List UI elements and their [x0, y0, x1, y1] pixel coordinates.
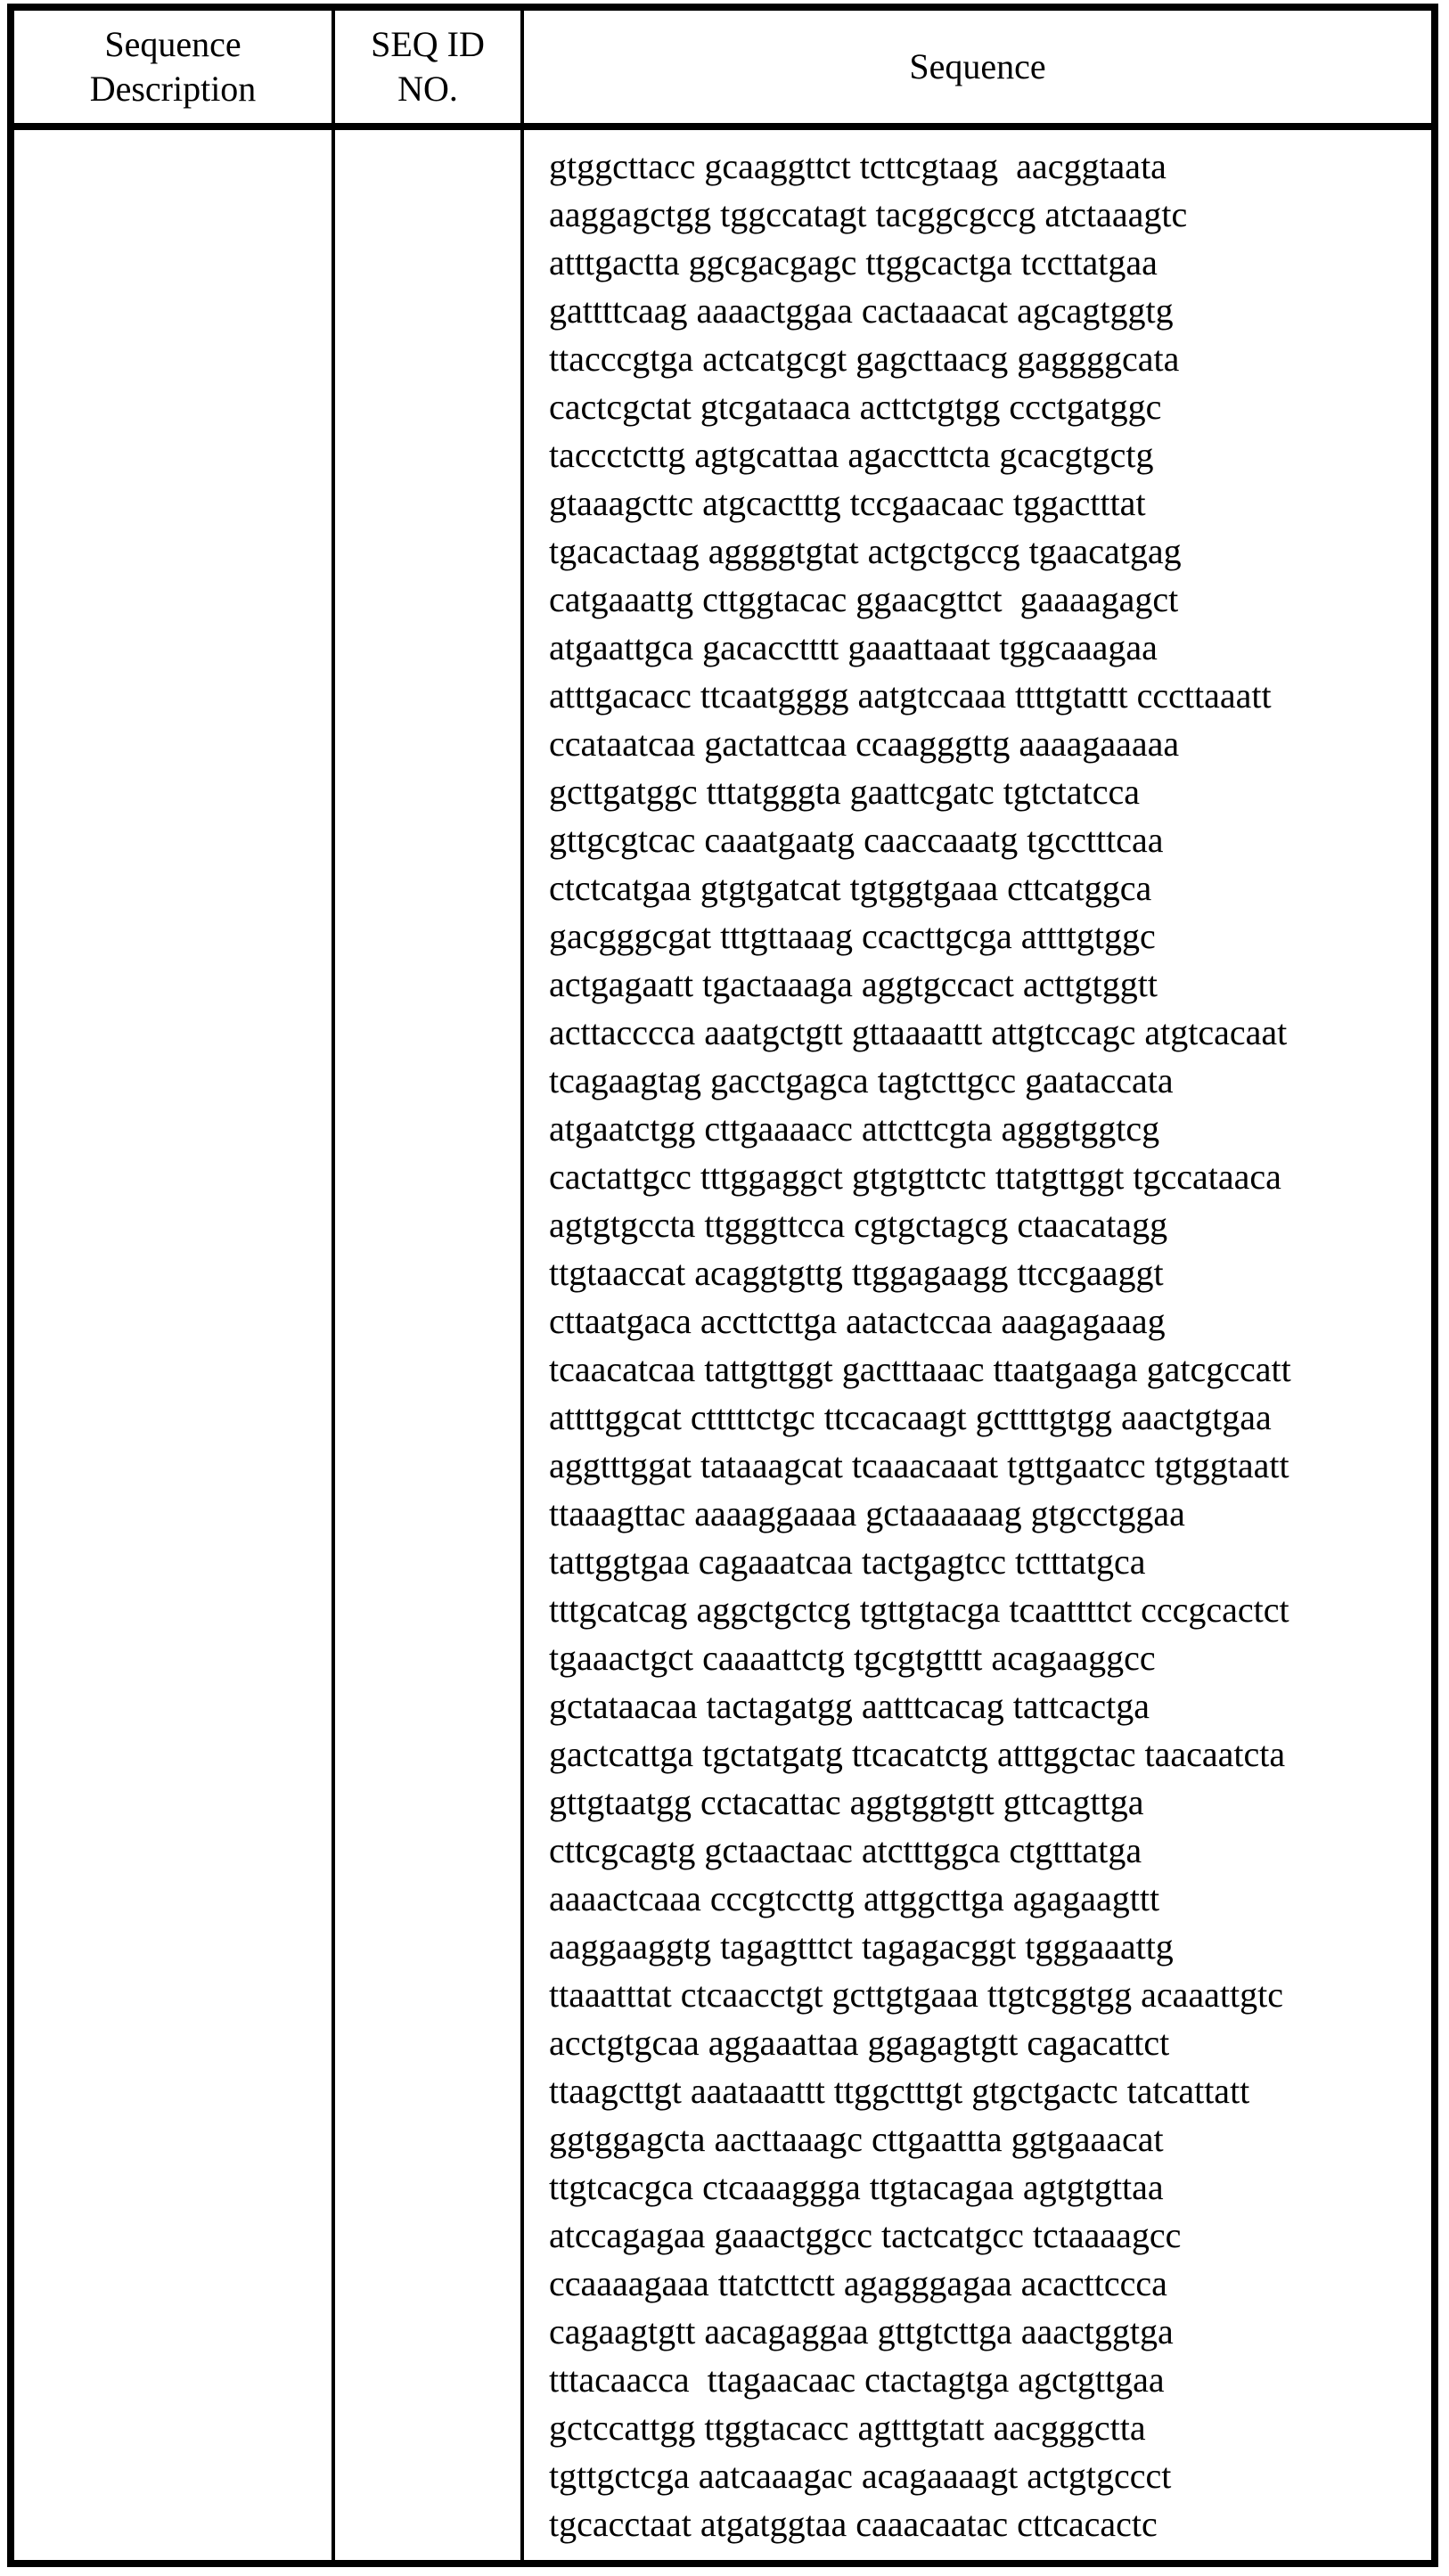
sequence-description-cell [14, 130, 335, 2560]
sequence-line: cactattgcc tttggaggct gtgtgttctc ttatgttggt tgccataaca [549, 1157, 1281, 1197]
sequence-line: gctataacaa tactagatgg aatttcacag tattcactga [549, 1686, 1150, 1726]
sequence-line: atttgactta ggcgacgagc ttggcactga tccttatgaa [549, 242, 1158, 282]
sequence-line: gtaaagcttc atgcactttg tccgaacaac tggactttat [549, 483, 1146, 523]
sequence-line: gcttgatggc tttatgggta gaattcgatc tgtctatcca [549, 772, 1141, 812]
sequence-line: acctgtgcaa aggaaattaa ggagagtgtt cagacattct [549, 2023, 1170, 2063]
table-body-row [14, 130, 1431, 2560]
sequence-line: gttgcgtcac caaatgaatg caaccaaatg tgcctttcaa [549, 820, 1164, 860]
sequence-line: tcaacatcaa tattgttggt gactttaaac ttaatgaaga gatcgccatt [549, 1349, 1291, 1389]
sequence-line: ggtggagcta aacttaaagc cttgaattta ggtgaaacat [549, 2119, 1164, 2159]
sequence-line: tattggtgaa cagaaatcaa tactgagtcc tctttatgca [549, 1542, 1146, 1582]
sequence-line: cagaagtgtt aacagaggaa gttgtcttga aaactggtga [549, 2311, 1174, 2351]
sequence-line: gacgggcgat tttgttaaag ccacttgcga attttgtggc [549, 916, 1156, 956]
sequence-line: cttaatgaca accttcttga aatactccaa aaagagaaag [549, 1301, 1166, 1341]
sequence-cell [524, 130, 1431, 2560]
table-header-row [14, 11, 1431, 130]
sequence-line: gactcattga tgctatgatg ttcacatctg atttggctac taacaatcta [549, 1734, 1286, 1774]
sequence-line: tgaaactgct caaaattctg tgcgtgtttt acagaaggcc [549, 1638, 1156, 1678]
seq-id-no-cell [335, 130, 524, 2560]
sequence-line: ttaaagttac aaaaggaaaa gctaaaaaag gtgcctggaa [549, 1493, 1185, 1533]
sequence-line: tttacaacca ttagaacaac ctactagtga agctgttgaa [549, 2359, 1165, 2400]
sequence-line: ttacccgtga actcatgcgt gagcttaacg gaggggcata [549, 339, 1180, 379]
sequence-line: ttaagcttgt aaataaattt ttggctttgt gtgctgactc tatcattatt [549, 2071, 1250, 2111]
sequence-line: tgcacctaat atgatggtaa caaacaatac cttcacactc [549, 2504, 1158, 2544]
sequence-line: ttaaatttat ctcaacctgt gcttgtgaaa ttgtcggtgg acaaattgtc [549, 1975, 1283, 2015]
sequence-table [7, 4, 1438, 2567]
sequence-line: actgagaatt tgactaaaga aggtgccact acttgtggtt [549, 964, 1158, 1004]
header-sequence: Sequence [909, 46, 1046, 86]
sequence-line: agtgtgccta ttgggttcca cgtgctagcg ctaacatagg [549, 1205, 1168, 1245]
sequence-line: aaaactcaaa cccgtccttg attggcttga agagaagttt [549, 1878, 1160, 1918]
sequence-line: acttacccca aaatgctgtt gttaaaattt attgtccagc atgtcacaat [549, 1012, 1288, 1052]
sequence-line: cttcgcagtg gctaactaac atctttggca ctgtttatga [549, 1830, 1142, 1870]
sequence-line: tcagaagtag gacctgagca tagtcttgcc gaataccata [549, 1060, 1174, 1100]
sequence-line: attttggcat ctttttctgc ttccacaagt gcttttgtgg aaactgtgaa [549, 1397, 1272, 1437]
sequence-line: atgaatctgg cttgaaaacc attcttcgta agggtggtcg [549, 1108, 1160, 1149]
sequence-line: gattttcaag aaaactggaa cactaaacat agcagtggtg [549, 290, 1174, 331]
sequence-line: catgaaattg cttggtacac ggaacgttct gaaaagagct [549, 579, 1179, 619]
sequence-line: gtggcttacc gcaaggttct tcttcgtaag aacggtaata [549, 146, 1167, 186]
sequence-line: gttgtaatgg cctacattac aggtggtgtt gttcagttga [549, 1782, 1144, 1822]
sequence-line: tgacactaag aggggtgtat actgctgccg tgaacatgag [549, 531, 1182, 571]
sequence-line: atccagagaa gaaactggcc tactcatgcc tctaaaagcc [549, 2215, 1182, 2255]
header-seq-id-no: SEQ ID NO. [335, 11, 524, 123]
sequence-line: ttgtaaccat acaggtgttg ttggagaagg ttccgaaggt [549, 1253, 1164, 1293]
sequence-line: tttgcatcag aggctgctcg tgttgtacga tcaattttct cccgcactct [549, 1590, 1289, 1630]
sequence-line: ttgtcacgca ctcaaaggga ttgtacagaa agtgtgttaa [549, 2167, 1164, 2207]
header-sequence-description: Sequence Description [14, 11, 335, 123]
sequence-line: aaggagctgg tggccatagt tacggcgccg atctaaagtc [549, 194, 1188, 234]
sequence-line: gctccattgg ttggtacacc agtttgtatt aacgggctta [549, 2408, 1146, 2448]
sequence-line: cactcgctat gtcgataaca acttctgtgg ccctgatggc [549, 387, 1162, 427]
sequence-line: ctctcatgaa gtgtgatcat tgtggtgaaa cttcatggca [549, 868, 1152, 908]
sequence-line: atttgacacc ttcaatgggg aatgtccaaa ttttgtattt cccttaaatt [549, 675, 1272, 716]
sequence-line: aaggaaggtg tagagtttct tagagacggt tgggaaattg [549, 1926, 1174, 1967]
sequence-line: ccataatcaa gactattcaa ccaagggttg aaaagaaaaa [549, 724, 1180, 764]
sequence-line: aggtttggat tataaagcat tcaaacaaat tgttgaatcc tgtggtaatt [549, 1445, 1289, 1485]
sequence-line: taccctcttg agtgcattaa agaccttcta gcacgtgctg [549, 435, 1154, 475]
sequence-line: ccaaaagaaa ttatcttctt agagggagaa acacttccca [549, 2263, 1167, 2303]
sequence-line: tgttgctcga aatcaaagac acagaaaagt actgtgccct [549, 2456, 1172, 2496]
sequence-line: atgaattgca gacacctttt gaaattaaat tggcaaagaa [549, 627, 1158, 667]
